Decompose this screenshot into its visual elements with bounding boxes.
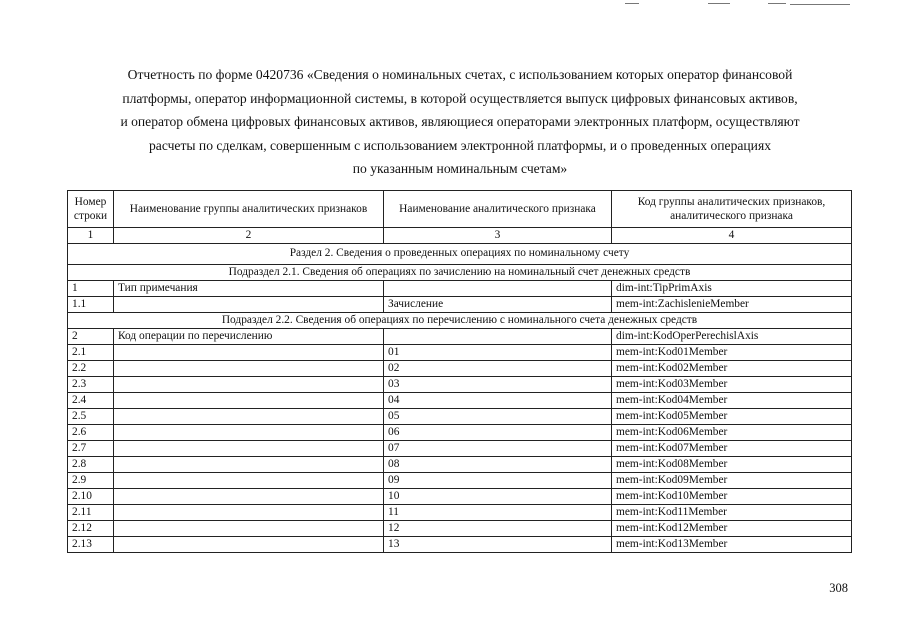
group-name [114,456,384,472]
code: mem-int:Kod02Member [612,360,852,376]
group-name [114,376,384,392]
table-row [68,296,852,312]
code: mem-int:Kod10Member [612,488,852,504]
title-line: расчеты по сделкам, совершенным с использованием электронной платформы, и о проведенных операциях [149,137,771,153]
code: mem-int:Kod08Member [612,456,852,472]
table-row [68,328,852,344]
attribute-name: 07 [384,440,612,456]
column-number: 3 [384,228,612,244]
group-name [114,424,384,440]
column-number: 2 [114,228,384,244]
section-title: Раздел 2. Сведения о проведенных операциях по номинальному счету [68,243,852,264]
table-row [68,504,852,520]
subsection-title: Подраздел 2.2. Сведения об операциях по перечислению с номинального счета денежных средств [68,312,852,328]
table-row [68,280,852,296]
header-cell: Код группы аналитических признаков, аналитического признака [612,191,852,228]
attribute-name: 05 [384,408,612,424]
code: mem-int:Kod12Member [612,520,852,536]
header-cell: Наименование группы аналитических признаков [114,191,384,228]
row-number: 2.9 [68,472,114,488]
attribute-name: 11 [384,504,612,520]
title-line: и оператор обмена цифровых финансовых активов, являющиеся операторами электронных платформ, осуществляют [120,114,800,130]
attribute-name: 12 [384,520,612,536]
title-line: Отчетность по форме 0420736 «Сведения о номинальных счетах, с использованием которых оператор финансовой [127,67,793,82]
code: mem-int:Kod03Member [612,376,852,392]
code: mem-int:Kod13Member [612,536,852,552]
attribute-name: 06 [384,424,612,440]
subsection-row [68,312,852,328]
subsection-title: Подраздел 2.1. Сведения об операциях по зачислению на номинальный счет денежных средств [68,264,852,280]
group-name [114,408,384,424]
subsection-row [68,264,852,280]
scan-artifacts [0,0,905,12]
group-name: Код операции по перечислению [114,328,384,344]
attribute-name [384,280,612,296]
attribute-name: 09 [384,472,612,488]
attribute-name: 04 [384,392,612,408]
attribute-name: Зачисление [384,296,612,312]
row-number: 2.10 [68,488,114,504]
row-number: 2 [68,328,114,344]
attribute-name: 01 [384,344,612,360]
row-number: 2.11 [68,504,114,520]
code: mem-int:Kod06Member [612,424,852,440]
code: dim-int:KodOperPerechislAxis [612,328,852,344]
column-number: 1 [68,228,114,244]
row-number: 2.13 [68,536,114,552]
group-name [114,440,384,456]
row-number: 2.7 [68,440,114,456]
table-row [68,344,852,360]
code: mem-int:ZachislenieMember [612,296,852,312]
form-table [67,190,852,553]
table-row [68,520,852,536]
row-number: 1 [68,280,114,296]
group-name [114,488,384,504]
row-number: 1.1 [68,296,114,312]
table-row [68,488,852,504]
table-row [68,360,852,376]
table-row [68,456,852,472]
row-number: 2.4 [68,392,114,408]
header-row [68,191,852,228]
row-number: 2.3 [68,376,114,392]
group-name [114,296,384,312]
row-number: 2.12 [68,520,114,536]
row-number: 2.1 [68,344,114,360]
table-row [68,424,852,440]
page-number: 308 [829,581,848,595]
code: mem-int:Kod01Member [612,344,852,360]
row-number: 2.6 [68,424,114,440]
attribute-name: 10 [384,488,612,504]
group-name [114,504,384,520]
code: mem-int:Kod04Member [612,392,852,408]
row-number: 2.8 [68,456,114,472]
attribute-name: 03 [384,376,612,392]
title-line: платформы, оператор информационной системы, в которой осуществляется выпуск цифровых финансовых активов, [122,90,798,106]
group-name [114,344,384,360]
code: mem-int:Kod11Member [612,504,852,520]
attribute-name: 13 [384,536,612,552]
group-name: Тип примечания [114,280,384,296]
column-number: 4 [612,228,852,244]
code: dim-int:TipPrimAxis [612,280,852,296]
attribute-name [384,328,612,344]
table-row [68,440,852,456]
table-row [68,392,852,408]
attribute-name: 02 [384,360,612,376]
table-row [68,536,852,552]
document-title [60,63,860,181]
table-row [68,408,852,424]
group-name [114,536,384,552]
group-name [114,360,384,376]
attribute-name: 08 [384,456,612,472]
group-name [114,392,384,408]
code: mem-int:Kod05Member [612,408,852,424]
header-cell: Номер строки [68,191,114,228]
code: mem-int:Kod07Member [612,440,852,456]
group-name [114,520,384,536]
row-number: 2.5 [68,408,114,424]
table-row [68,376,852,392]
code: mem-int:Kod09Member [612,472,852,488]
table-row [68,472,852,488]
section-row [68,243,852,264]
column-number-row [68,228,852,244]
group-name [114,472,384,488]
title-line: по указанным номинальным счетам» [352,161,568,177]
header-cell: Наименование аналитического признака [384,191,612,228]
row-number: 2.2 [68,360,114,376]
